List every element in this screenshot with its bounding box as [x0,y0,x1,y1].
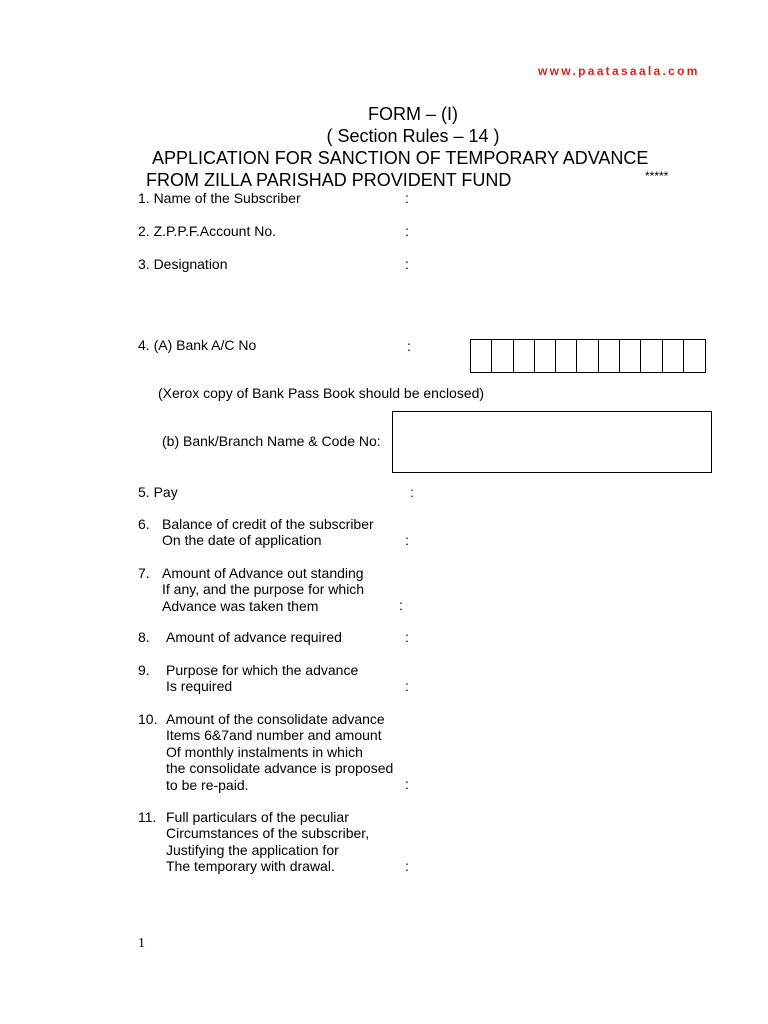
stars-mark: ***** [645,169,669,183]
field-colon: : [405,858,409,874]
label-line: Purpose for which the advance [166,662,359,678]
account-digit-box[interactable] [684,340,705,372]
field-number: 6. [138,516,150,532]
field-number: 9. [138,662,150,678]
field-number: 7. [138,565,150,581]
label-line: The temporary with drawal. [166,858,335,875]
field-colon: : [405,223,409,239]
label-line: Amount of the consolidate advance [166,711,385,727]
application-title-line2: FROM ZILLA PARISHAD PROVIDENT FUND [146,170,512,190]
field-number: 10. [138,711,158,727]
label-line: to be re-paid. [166,776,249,793]
field-bank-branch-label: (b) Bank/Branch Name & Code No: [162,433,381,449]
field-advance-outstanding-label [162,565,364,614]
label-line: On the date of application [162,532,322,549]
application-title-line1: APPLICATION FOR SANCTION OF TEMPORARY ADVANCE [152,148,649,168]
account-digit-box[interactable] [535,340,556,372]
field-particulars-label [166,809,369,875]
field-colon: : [410,484,414,500]
account-digit-box[interactable] [577,340,598,372]
field-colon: : [399,597,403,613]
account-digit-box[interactable] [492,340,513,372]
field-zppf-account-label: 2. Z.P.P.F.Account No. [138,223,277,239]
field-balance-of-credit-label [162,516,374,549]
label-line: Amount of Advance out standing [162,565,364,581]
label-line: Balance of credit of the subscriber [162,516,374,532]
label-line: Of monthly instalments in which [166,743,363,760]
field-colon: : [407,338,411,354]
field-name-of-subscriber-label: 1. Name of the Subscriber [138,190,301,206]
field-colon: : [405,776,409,792]
label-line: If any, and the purpose for which [162,581,365,598]
bank-branch-input-box[interactable] [392,411,712,473]
field-colon: : [405,629,409,645]
label-line: Advance was taken them [162,597,319,614]
field-colon: : [405,678,409,694]
field-advance-required-label: Amount of advance required [166,629,342,645]
account-digit-box[interactable] [641,340,662,372]
bank-passbook-note: (Xerox copy of Bank Pass Book should be enclosed) [158,385,485,401]
website-url: www.paatasaala.com [538,64,700,78]
label-line: Full particulars of the peculiar [166,809,349,825]
account-digit-box[interactable] [514,340,535,372]
label-line: Is required [166,678,233,695]
field-bank-account-label: 4. (A) Bank A/C No [138,337,257,353]
account-digit-box[interactable] [663,340,684,372]
account-digit-box[interactable] [599,340,620,372]
account-digit-box[interactable] [556,340,577,372]
label-line: Items 6&7and number and amount [166,727,382,744]
field-consolidate-advance-label [166,711,393,793]
field-pay-label: 5. Pay [138,484,178,500]
field-number: 8. [138,629,150,645]
page-number: 1 [138,936,145,951]
form-title: FORM – (I) [368,104,458,124]
account-digit-box[interactable] [471,340,492,372]
label-line: Justifying the application for [166,841,339,858]
bank-account-number-boxes[interactable] [470,339,706,373]
field-colon: : [405,256,409,272]
section-rules: ( Section Rules – 14 ) [326,126,500,146]
label-line: Circumstances of the subscriber, [166,825,370,842]
label-line: the consolidate advance is proposed [166,760,394,777]
field-colon: : [405,190,409,206]
field-colon: : [405,532,409,548]
field-purpose-label [166,662,358,695]
account-digit-box[interactable] [620,340,641,372]
field-number: 11. [138,809,157,825]
field-designation-label: 3. Designation [138,256,228,272]
